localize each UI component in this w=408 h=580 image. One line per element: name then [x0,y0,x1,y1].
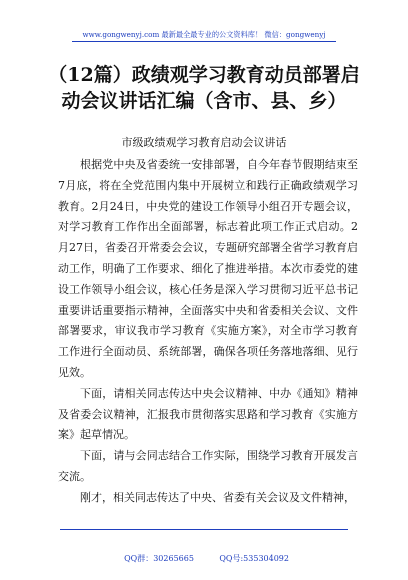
paragraph: 下面，请相关同志传达中央会议精神、中办《通知》精神及省委会议精神，汇报我市贯彻落实思路和学习教育《实施方案》起草情况。 [58,386,358,442]
footer-text: QQ群：30265665 QQ号:535304092 [124,554,289,563]
document-title: （12篇）政绩观学习教育动员部署启动会议讲话汇编（含市、县、乡） [48,64,360,112]
paragraph: 下面，请与会同志结合工作实际，围绕学习教育开展发言交流。 [58,449,358,483]
paragraph: 根据党中央及省委统一安排部署，自今年春节假期结束至7月底，将在全党范围内集中开展树立和践行正确政绩观学习教育。2月24日，中央党的建设工作领导小组召开专题会议，对学习教育工作作出全面部署，标志着此项工作正式启动。2月27日，省委召开常委会会议，专题研究部署全省学习教育启动工作，明确了工作要求、细化了推进举措。本次市委党的建设工作领导小组会议，核心任务是深入学习贯彻习近平总书记重要讲话重要指示精神，全面落实中央和省委相关会议、文件部署要求，审议我市学习教育《实施方案》，对全市学习教育工作进行全面动员、系统部署，确保各项任务落地落细、见行见效。 [58,158,358,379]
footer-rule [60,529,348,530]
page-footer [0,535,408,564]
document-subtitle: 市级政绩观学习教育启动会议讲话 [121,136,287,149]
paragraph: 刚才，相关同志传达了中央、省委有关会议及文件精神， [80,490,355,504]
header-text: www.gongwenyj.com 最新最全最专业的公文资料库！ 微信：gongwenyj [82,30,326,39]
page-header [0,30,408,40]
document-body [58,155,358,509]
header-rule [72,41,336,42]
